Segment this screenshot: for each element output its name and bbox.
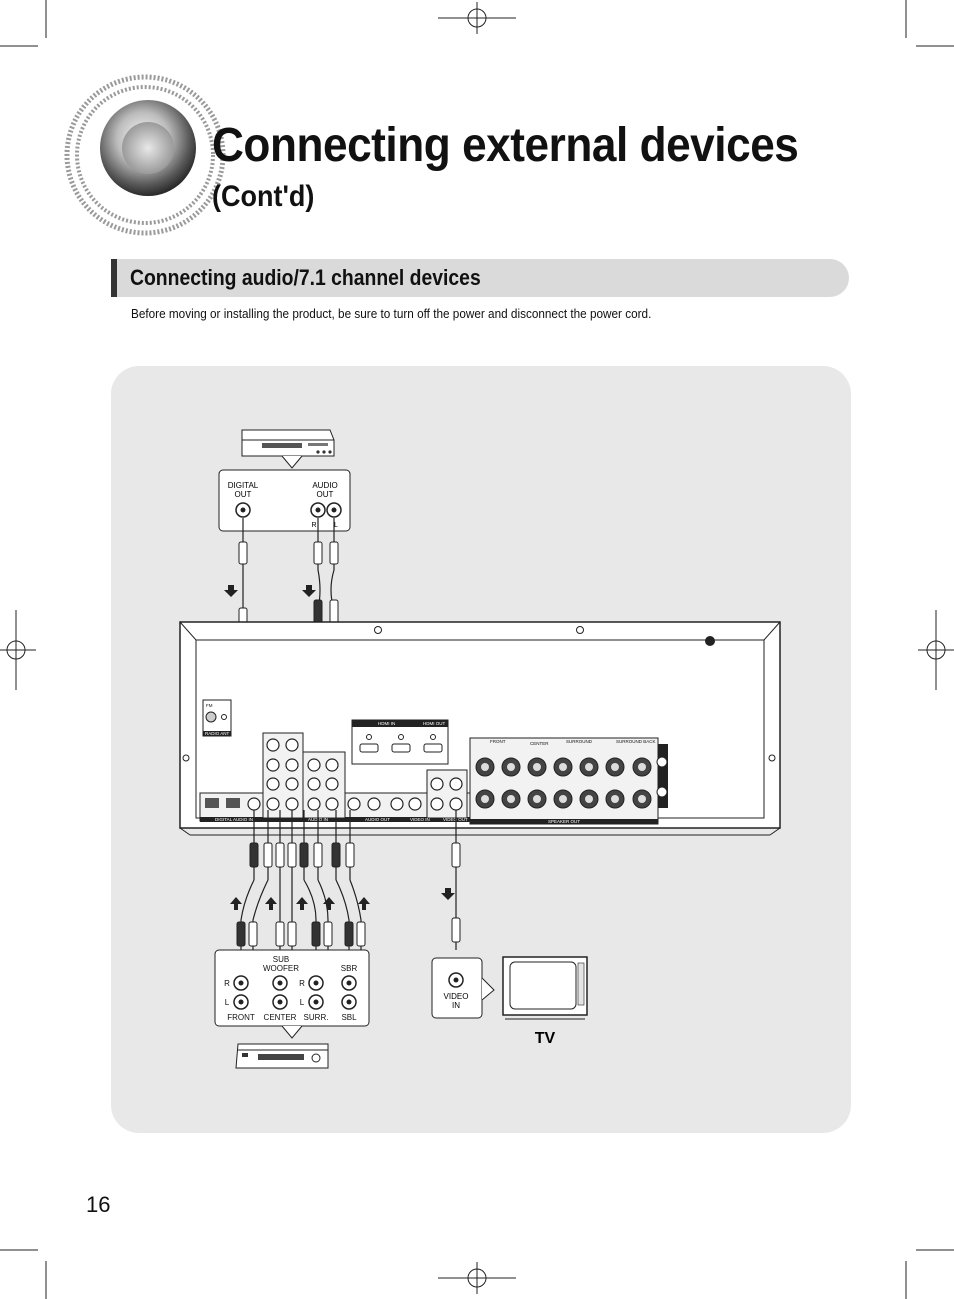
video-in-tv-label: VIDEO [443,992,469,1001]
surround-back-spk-label: SURROUND BACK [616,739,656,744]
tv-label: TV [534,1030,556,1047]
page-subtitle: (Cont'd) [212,180,315,213]
surr-r-label: R [299,979,305,988]
up-arrow-icon [230,897,370,910]
l-label: L [334,522,338,529]
audio-in-label: AUDIO IN [308,817,329,822]
video-in-label: VIDEO IN [410,817,430,822]
tv-input-panel [432,958,494,1018]
radio-ant-label: RADIO ANT [205,731,230,736]
center-label: CENTER [263,1013,297,1022]
surround-spk-label: SURROUND [566,739,593,744]
fm-label: FM [206,703,213,708]
front-label: FRONT [227,1013,255,1022]
audio-out-label-2: OUT [316,490,334,499]
safety-note: Before moving or installing the product, be sure to turn off the power and disconnect the power cord. [131,307,652,321]
digital-out-label-2: OUT [234,490,252,499]
surr-l-label: L [299,998,305,1007]
front-l-label: L [224,998,230,1007]
speaker-out-label: SPEAKER OUT [548,819,581,824]
sub-woofer-label: SUB [272,955,290,964]
r-label: R [311,522,317,529]
front-r-label: R [224,979,230,988]
audio-out-label: AUDIO [312,481,338,490]
center-spk-label: CENTER [530,741,549,746]
page-number: 16 [86,1192,111,1217]
audio-out-rcv-label: AUDIO OUT [365,817,391,822]
page-title: Connecting external devices [212,119,799,172]
sbl-label: SBL [341,1013,357,1022]
front-spk-label: FRONT [490,739,506,744]
surr-label: SURR. [303,1013,329,1022]
sbr-label: SBR [340,964,358,973]
cd-player-icon [242,430,334,456]
tv-icon [503,957,587,1019]
digital-audio-in-label: DIGITAL AUDIO IN [215,817,254,822]
section-title: Connecting audio/7.1 channel devices [130,265,481,290]
hdmi-out-label: HDMI OUT [423,721,446,726]
video-out-label: VIDEO OUT [443,817,468,822]
dvd-player-icon [236,1044,328,1068]
video-in-tv-label-2: IN [452,1001,460,1010]
digital-out-label: DIGITAL [227,481,259,490]
source-output-panel [219,470,350,531]
hdmi-in-label: HDMI IN [378,721,396,726]
sub-woofer-label-2: WOOFER [263,964,299,973]
